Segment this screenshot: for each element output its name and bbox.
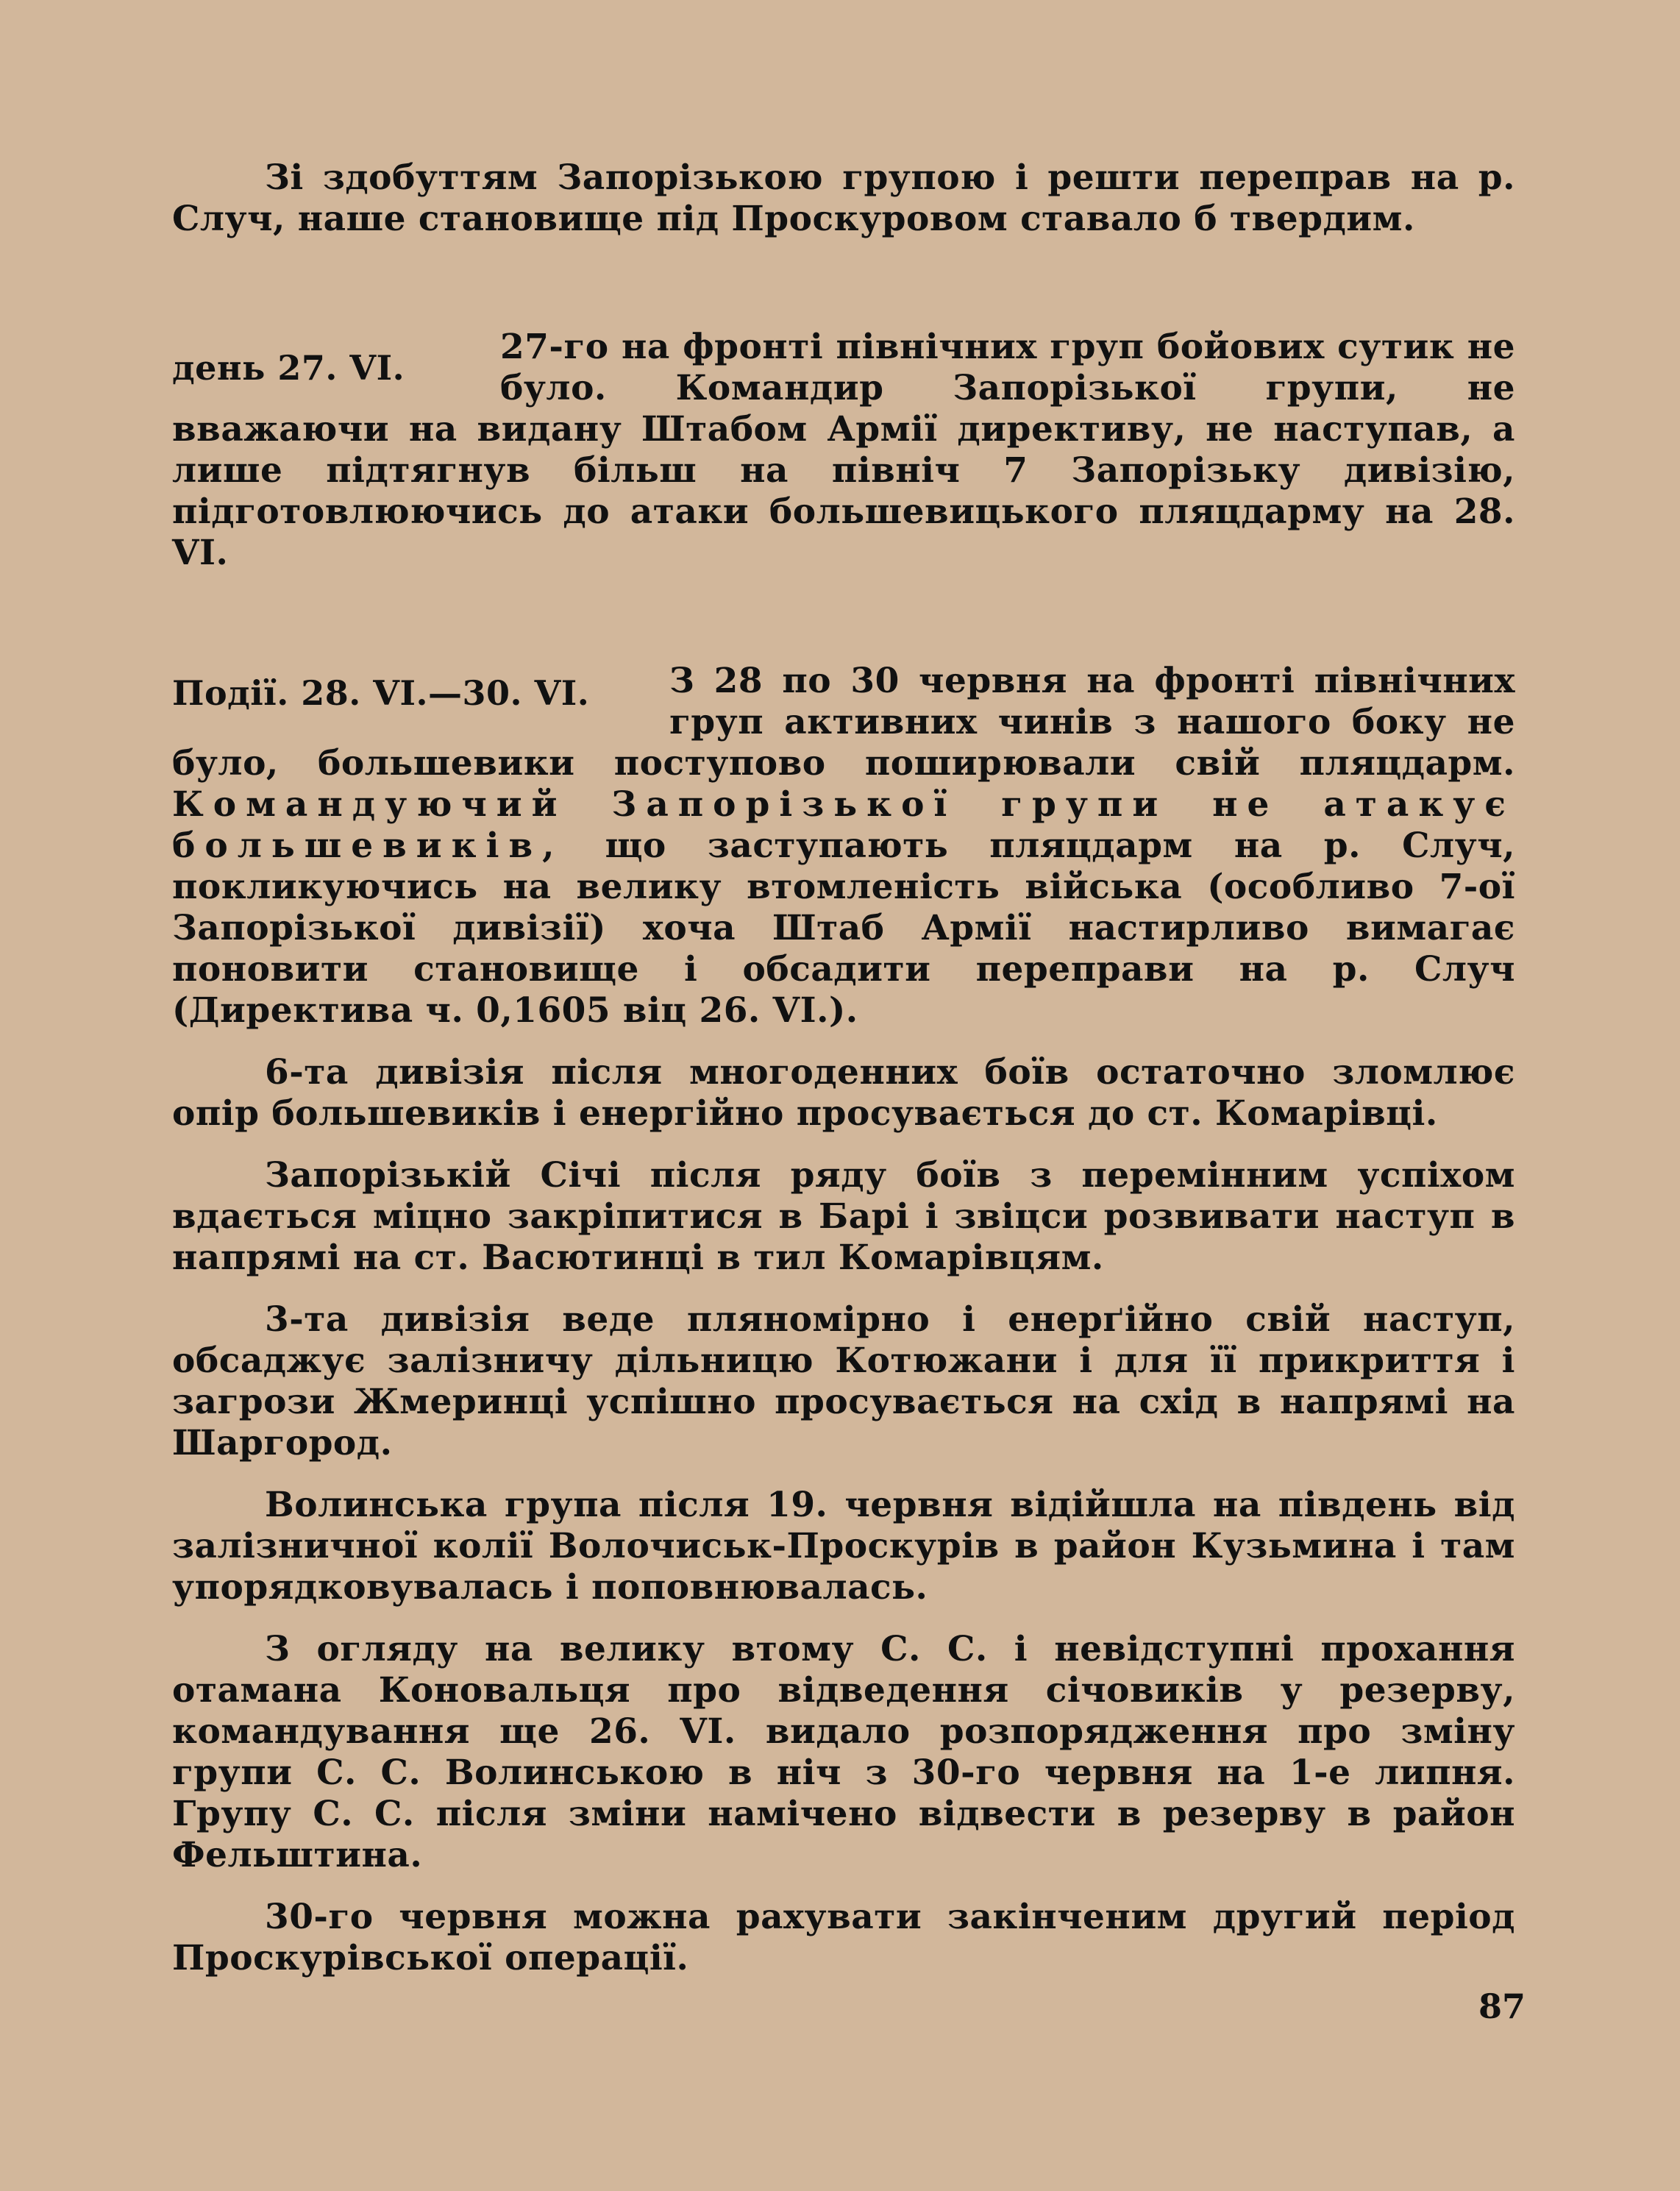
section-text-day-27: 27-го на фронті північних груп бойових сутик не було. Командир Запорізької групи, не вважаючи на видану Штабом Армії директиву, не наступав, а лише підтягнув більш на північ 7 Запорізьку дивізію, підготовлюючись до атаки большевицького пляцдарму на 28. VI. (172, 327, 1515, 573)
paragraph-volyn-group: Волинська група після 19. червня відійшла на південь від залізничної колії Волочиськ-Проскурів в район Кузьмина і там упорядковувалась і поповнювалась. (172, 1485, 1515, 1608)
page-body (172, 157, 1515, 1979)
events-text-a: З 28 по 30 червня на фронті північних груп активних чинів з нашого боку не було, большевики поступово поширювали свій пляцдарм. (172, 661, 1515, 784)
paragraph-intro: Зі здобуттям Запорізькою групою і решти переправ на р. Случ, наше становище під Проскуровом ставало б твердим. (172, 157, 1515, 239)
events-text-spaced: Командуючий Запорізької групи не атакує большевиків, (172, 784, 1515, 866)
section-day-27 (172, 327, 1515, 574)
paragraph-ss-relief: З огляду на велику втому С. С. і невідступні прохання отамана Коновальця про відведення січовиків у резерву, командування ще 26. VI. видало розпорядження про зміну групи С. С. Волинською в ніч з 30-го червня на 1-е липня. Групу С. С. після зміни намічено відвести в резерву в район Фельштина. (172, 1629, 1515, 1875)
section-text-events (172, 661, 1515, 1031)
paragraph-6th-division: 6-та дивізія після многоденних боїв остаточно зломлює опір большевиків і енергійно просувається до ст. Комарівці. (172, 1052, 1515, 1134)
section-label-events: Події. 28. VI.—30. VI. (172, 673, 590, 713)
paragraph-zaporizka-sich: Запорізькій Січі після ряду боїв з перемінним успіхом вдається міцно закріпитися в Барі і звіцси розвивати наступ в напрямі на ст. Васютинці в тил Комарівцям. (172, 1155, 1515, 1278)
paragraph-3rd-division: 3-та дивізія веде пляномірно і енерґійно свій наступ, обсаджує залізничу дільницю Котюжани і для її прикриття і загрози Жмеринці успішно просувається на схід в напрямі на Шаргород. (172, 1299, 1515, 1463)
page-number: 87 (1478, 1986, 1526, 2026)
events-text-b: що заступають пляцдарм на р. Случ, покликуючись на велику втомленість війська (особливо 7-ої Запорізької дивізії) хоча Штаб Армії настирливо вимагає поновити становище і обсадити переправи на р. Случ (Директива ч. 0,1605 віц 26. VI.). (172, 825, 1515, 1031)
paragraph-conclusion: 30-го червня можна рахувати закінченим другий період Проскурівської операції. (172, 1897, 1515, 1978)
section-events-28-30 (172, 661, 1515, 1031)
section-label-day-27: день 27. VI. (172, 348, 405, 388)
